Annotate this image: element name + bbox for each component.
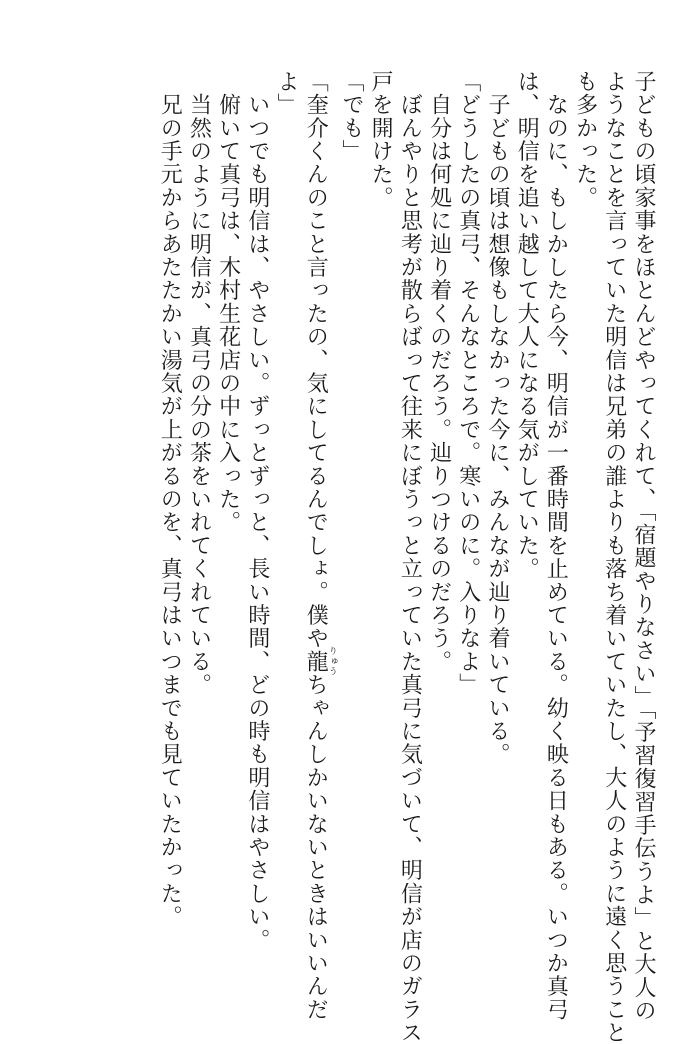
text-line [395, 70, 424, 1044]
text-line [184, 70, 213, 950]
text-line-content: 自分は何処に辿り着くのだろう。辿りつけるのだろう。 [426, 93, 452, 674]
text-line: よ」 [274, 70, 300, 117]
text-line-content: ぼんやりと思考が散らばって往来にぼうっと立っていた真弓に気づいて、明信が店のガラス [397, 93, 423, 1044]
text-line-head: 「奎介くんのこと言ったの、気にしてるんでしょ。僕や [303, 70, 329, 650]
text-line-content: 俯いて真弓は、木村生花店の中に入った。 [215, 93, 241, 535]
text-line: も多かった。 [572, 70, 598, 210]
text-line-content: いつでも明信は、やさしい。ずっとずっと、長い時間、どの時も明信はやさしい。 [244, 93, 270, 952]
text-line [424, 70, 453, 950]
text-line-tail: ちゃんしかいないときはいいんだ [303, 673, 329, 1022]
text-line-content: 子どもの頃は想像もしなかった今に、みんなが辿り着いている。 [484, 93, 510, 767]
text-line: は、明信を追い越して大人になる気がしていた。 [514, 70, 540, 581]
text-line-content: なのに、もしかしたら今、明信が一番時間を止めている。幼く映る日もある。いつか真弓 [543, 93, 569, 1022]
text-line [541, 70, 570, 1022]
text-line [213, 70, 242, 950]
ruby-base: 龍 [303, 646, 329, 677]
text-line [155, 70, 184, 950]
text-line [483, 70, 512, 950]
text-line: 戸を開けた。 [368, 70, 394, 210]
text-line: 子どもの頃家事をほとんどやってくれて、「宿題やりなさい」「予習復習手伝うよ」と大人の [631, 70, 656, 1023]
text-line-content: 当然のように明信が、真弓の分の茶をいれてくれている。 [186, 93, 212, 697]
ruby-word [303, 646, 337, 677]
vertical-text-body [155, 70, 658, 1044]
ruby-reading: りゅう [326, 646, 337, 677]
text-line: 「どうしたの真弓、そんなところで。寒いのに。入りなよ」 [455, 70, 481, 697]
text-line: 「でも」 [338, 70, 364, 163]
text-line-content: 兄の手元からあたたかい湯気が上がるのを、真弓はいつまでも見ていたかった。 [157, 93, 183, 929]
text-line [243, 70, 272, 950]
text-line: ようなことを言っていた明信は兄弟の誰よりも落ち着いていたし、大人のように遠く思うこと [601, 70, 627, 1044]
text-line-with-ruby [301, 70, 337, 1022]
